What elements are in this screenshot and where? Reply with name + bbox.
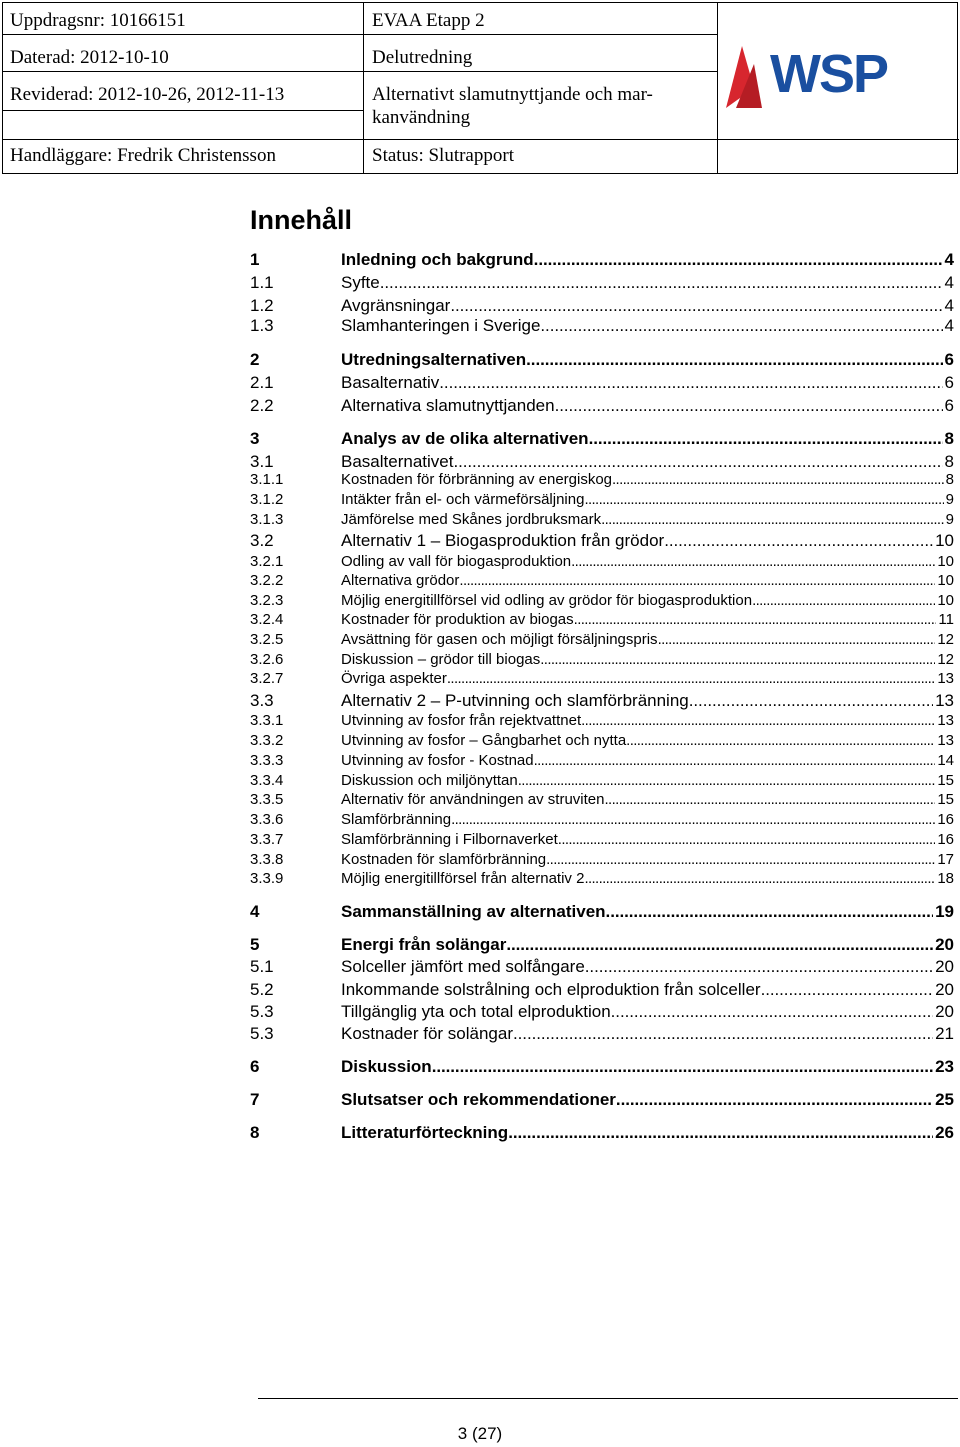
toc-entry-number: 3.1 xyxy=(250,452,274,471)
toc-entry-number: 4 xyxy=(250,902,260,921)
toc-entry-title: Inledning och bakgrund xyxy=(341,250,534,269)
toc-entry-number: 3.2.2 xyxy=(250,572,284,589)
toc-entry-page: 25 xyxy=(935,1090,954,1109)
toc-entry-title: Utvinning av fosfor från rejektvattnet xyxy=(341,712,582,729)
toc-entry-number: 2.1 xyxy=(250,373,274,392)
toc-entry-page: 9 xyxy=(945,511,954,528)
toc-entry-number: 5 xyxy=(250,935,260,954)
toc-entry-page: 9 xyxy=(945,491,954,508)
toc-dot-leader xyxy=(581,712,935,730)
toc-dot-leader xyxy=(546,851,935,869)
toc-entry-number: 6 xyxy=(250,1057,260,1076)
toc-entry-title: Diskussion och miljönyttan xyxy=(341,772,518,789)
toc-entry-page: 13 xyxy=(937,712,954,729)
project-name: EVAA Etapp 2 xyxy=(372,10,485,31)
toc-entry-page: 6 xyxy=(944,396,954,415)
toc-entry-page: 15 xyxy=(937,791,954,808)
toc-entry-title: Energi från solängar xyxy=(341,935,507,954)
toc-entry-page: 20 xyxy=(935,957,954,976)
toc-entry-page: 4 xyxy=(944,250,954,269)
toc-dot-leader xyxy=(574,611,937,629)
toc-dot-leader xyxy=(626,732,935,750)
toc-dot-leader xyxy=(518,772,936,790)
toc-dot-leader xyxy=(571,553,935,571)
toc-entry-number: 5.2 xyxy=(250,980,274,999)
document-title-line2: kanvändning xyxy=(372,107,471,128)
toc-dot-leader xyxy=(447,670,935,688)
toc-entry-title: Kostnader för solängar xyxy=(341,1024,513,1043)
toc-entry-page: 4 xyxy=(944,316,954,335)
toc-entry-number: 3.3.3 xyxy=(250,752,284,769)
toc-entry-page: 15 xyxy=(937,772,954,789)
toc-entry-title: Diskussion – grödor till biogas xyxy=(341,651,541,668)
toc-entry-number: 3.3.1 xyxy=(250,712,284,729)
toc-dot-leader xyxy=(752,592,935,610)
toc-dot-leader xyxy=(439,373,942,393)
toc-dot-leader xyxy=(589,429,943,449)
toc-entry-number: 3.1.1 xyxy=(250,471,284,488)
toc-entry-title: Alternativa slamutnyttjanden xyxy=(341,396,555,415)
toc-entry-page: 6 xyxy=(944,373,954,392)
toc-entry-number: 3.3.4 xyxy=(250,772,284,789)
toc-entry-title: Kostnader för produktion av biogas xyxy=(341,611,574,628)
toc-entry-number: 1 xyxy=(250,250,260,269)
toc-dot-leader xyxy=(558,831,936,849)
toc-entry-number: 3.2.3 xyxy=(250,592,284,609)
toc-entry-title: Slamhanteringen i Sverige xyxy=(341,316,541,335)
toc-entry-page: 10 xyxy=(937,592,954,609)
toc-dot-leader xyxy=(585,957,933,977)
toc-entry-title: Alternativ 2 – P-utvinning och slamförbränning xyxy=(341,691,689,710)
toc-entry-number: 1.2 xyxy=(250,296,274,315)
toc-entry-number: 3.3.5 xyxy=(250,791,284,808)
toc-entry-title: Sammanställning av alternativen xyxy=(341,902,606,921)
toc-entry-page: 19 xyxy=(935,902,954,921)
date-revised: Reviderad: 2012-10-26, 2012-11-13 xyxy=(10,84,285,105)
toc-dot-leader xyxy=(658,631,936,649)
wsp-logo xyxy=(724,42,916,114)
toc-dot-leader xyxy=(534,752,936,770)
toc-dot-leader xyxy=(606,902,934,922)
toc-entry-page: 16 xyxy=(937,811,954,828)
toc-entry-title: Basalternativ xyxy=(341,373,440,392)
toc-dot-leader xyxy=(616,1090,933,1110)
toc-entry-title: Avgränsningar xyxy=(341,296,451,315)
toc-entry-number: 5.3 xyxy=(250,1002,274,1021)
toc-entry-title: Kostnaden för slamförbränning xyxy=(341,851,547,868)
toc-entry-number: 1.1 xyxy=(250,273,274,292)
toc-entry-page: 8 xyxy=(945,471,954,488)
toc-entry-number: 3.1.3 xyxy=(250,511,284,528)
toc-entry-title: Slamförbränning i Filbornaverket xyxy=(341,831,558,848)
toc-entry-title: Alternativ för användningen av struviten xyxy=(341,791,605,808)
toc-entry-title: Tillgänglig yta och total elproduktion xyxy=(341,1002,611,1021)
toc-entry-number: 3.2 xyxy=(250,531,274,550)
toc-entry-title: Utvinning av fosfor – Gångbarhet och nytta xyxy=(341,732,627,749)
toc-entry-number: 3.2.1 xyxy=(250,553,284,570)
document-title-line1: Alternativt slamutnyttjande och mar- xyxy=(372,84,653,105)
toc-dot-leader xyxy=(534,250,943,270)
toc-entry-title: Slamförbränning xyxy=(341,811,452,828)
toc-entry-title: Möjlig energitillförsel vid odling av grödor för biogasproduktion xyxy=(341,592,753,609)
toc-entry-title: Möjlig energitillförsel från alternativ 2 xyxy=(341,870,585,887)
toc-entry-title: Intäkter från el- och värmeförsäljning xyxy=(341,491,585,508)
toc-entry-title: Övriga aspekter xyxy=(341,670,447,687)
toc-entry-page: 4 xyxy=(944,296,954,315)
toc-entry-number: 1.3 xyxy=(250,316,274,335)
toc-entry-number: 3.3.2 xyxy=(250,732,284,749)
toc-entry-page: 13 xyxy=(935,691,954,710)
toc-entry-title: Analys av de olika alternativen xyxy=(341,429,589,448)
toc-dot-leader xyxy=(453,452,942,472)
toc-entry-page: 20 xyxy=(935,935,954,954)
toc-entry-number: 3.2.5 xyxy=(250,631,284,648)
toc-entry-title: Basalternativet xyxy=(341,452,454,471)
toc-dot-leader xyxy=(380,273,943,293)
toc-dot-leader xyxy=(689,691,933,711)
toc-entry-page: 12 xyxy=(937,631,954,648)
toc-entry-number: 5.3 xyxy=(250,1024,274,1043)
toc-entry-title: Utredningsalternativen xyxy=(341,350,527,369)
toc-dot-leader xyxy=(605,791,936,809)
toc-dot-leader xyxy=(540,316,942,336)
toc-entry-title: Odling av vall för biogasproduktion xyxy=(341,553,572,570)
toc-entry-page: 10 xyxy=(935,531,954,550)
toc-entry-number: 3.3.9 xyxy=(250,870,284,887)
toc-entry-number: 3.1.2 xyxy=(250,491,284,508)
toc-entry-title: Alternativa grödor xyxy=(341,572,460,589)
toc-dot-leader xyxy=(526,350,942,370)
toc-entry-page: 10 xyxy=(937,553,954,570)
toc-dot-leader xyxy=(761,980,934,1000)
toc-entry-page: 8 xyxy=(944,452,954,471)
toc-entry-number: 5.1 xyxy=(250,957,274,976)
toc-entry-number: 2 xyxy=(250,350,260,369)
footer-divider xyxy=(258,1398,958,1399)
toc-dot-leader xyxy=(451,811,935,829)
toc-entry-number: 3.2.4 xyxy=(250,611,284,628)
toc-entry-number: 8 xyxy=(250,1123,260,1142)
toc-entry-page: 6 xyxy=(944,350,954,369)
toc-entry-number: 3.3.7 xyxy=(250,831,284,848)
toc-entry-number: 2.2 xyxy=(250,396,274,415)
toc-dot-leader xyxy=(584,870,935,888)
toc-entry-page: 14 xyxy=(937,752,954,769)
toc-entry-page: 11 xyxy=(938,611,954,628)
toc-entry-page: 21 xyxy=(935,1024,954,1043)
toc-entry-page: 20 xyxy=(935,980,954,999)
toc-dot-leader xyxy=(612,471,944,489)
toc-entry-title: Avsättning för gasen och möjligt försäljningspris xyxy=(341,631,658,648)
toc-entry-title: Slutsatser och rekommendationer xyxy=(341,1090,616,1109)
toc-entry-title: Litteraturförteckning xyxy=(341,1123,509,1142)
toc-entry-number: 3.3.8 xyxy=(250,851,284,868)
toc-entry-number: 3.3.6 xyxy=(250,811,284,828)
toc-entry-number: 3.2.6 xyxy=(250,651,284,668)
toc-entry-number: 7 xyxy=(250,1090,260,1109)
toc-dot-leader xyxy=(508,1123,933,1143)
toc-dot-leader xyxy=(555,396,943,416)
toc-entry-page: 4 xyxy=(944,273,954,292)
toc-dot-leader xyxy=(459,572,935,590)
toc-entry-page: 23 xyxy=(935,1057,954,1076)
toc-entry-page: 13 xyxy=(937,732,954,749)
toc-entry-page: 13 xyxy=(937,670,954,687)
toc-dot-leader xyxy=(584,491,943,509)
toc-dot-leader xyxy=(432,1057,933,1077)
toc-entry-number: 3.3 xyxy=(250,691,274,710)
toc-entry-page: 12 xyxy=(937,651,954,668)
document-status: Status: Slutrapport xyxy=(372,145,514,166)
toc-entry-title: Alternativ 1 – Biogasproduktion från grödor xyxy=(341,531,665,550)
toc-entry-title: Diskussion xyxy=(341,1057,432,1076)
toc-title: Innehåll xyxy=(250,205,353,235)
toc-entry-page: 20 xyxy=(935,1002,954,1021)
toc-dot-leader xyxy=(513,1024,933,1044)
toc-entry-title: Kostnaden för förbränning av energiskog xyxy=(341,471,613,488)
toc-entry-title: Solceller jämfört med solfångare xyxy=(341,957,585,976)
toc-entry-title: Inkommande solstrålning och elproduktion från solceller xyxy=(341,980,761,999)
case-officer: Handläggare: Fredrik Christensson xyxy=(10,145,276,166)
date-created: Daterad: 2012-10-10 xyxy=(10,47,169,68)
assignment-number: Uppdragsnr: 10166151 xyxy=(10,10,186,31)
toc-entry-title: Utvinning av fosfor - Kostnad xyxy=(341,752,534,769)
toc-entry-title: Syfte xyxy=(341,273,380,292)
wsp-logo-text: WSP xyxy=(770,44,888,104)
toc-entry-page: 16 xyxy=(937,831,954,848)
toc-dot-leader xyxy=(664,531,933,551)
toc-dot-leader xyxy=(450,296,942,316)
toc-entry-page: 8 xyxy=(944,429,954,448)
toc-entry-page: 18 xyxy=(937,870,954,887)
toc-dot-leader xyxy=(611,1002,933,1022)
toc-dot-leader xyxy=(601,511,944,529)
toc-dot-leader xyxy=(506,935,933,955)
page-number: 3 (27) xyxy=(457,1424,503,1443)
toc-entry-page: 26 xyxy=(935,1123,954,1142)
toc-entry-title: Jämförelse med Skånes jordbruksmark xyxy=(341,511,602,528)
toc-entry-number: 3.2.7 xyxy=(250,670,284,687)
toc-dot-leader xyxy=(540,651,935,669)
toc-entry-page: 17 xyxy=(937,851,954,868)
document-type: Delutredning xyxy=(372,47,473,68)
toc-entry-page: 10 xyxy=(937,572,954,589)
toc-entry-number: 3 xyxy=(250,429,260,448)
